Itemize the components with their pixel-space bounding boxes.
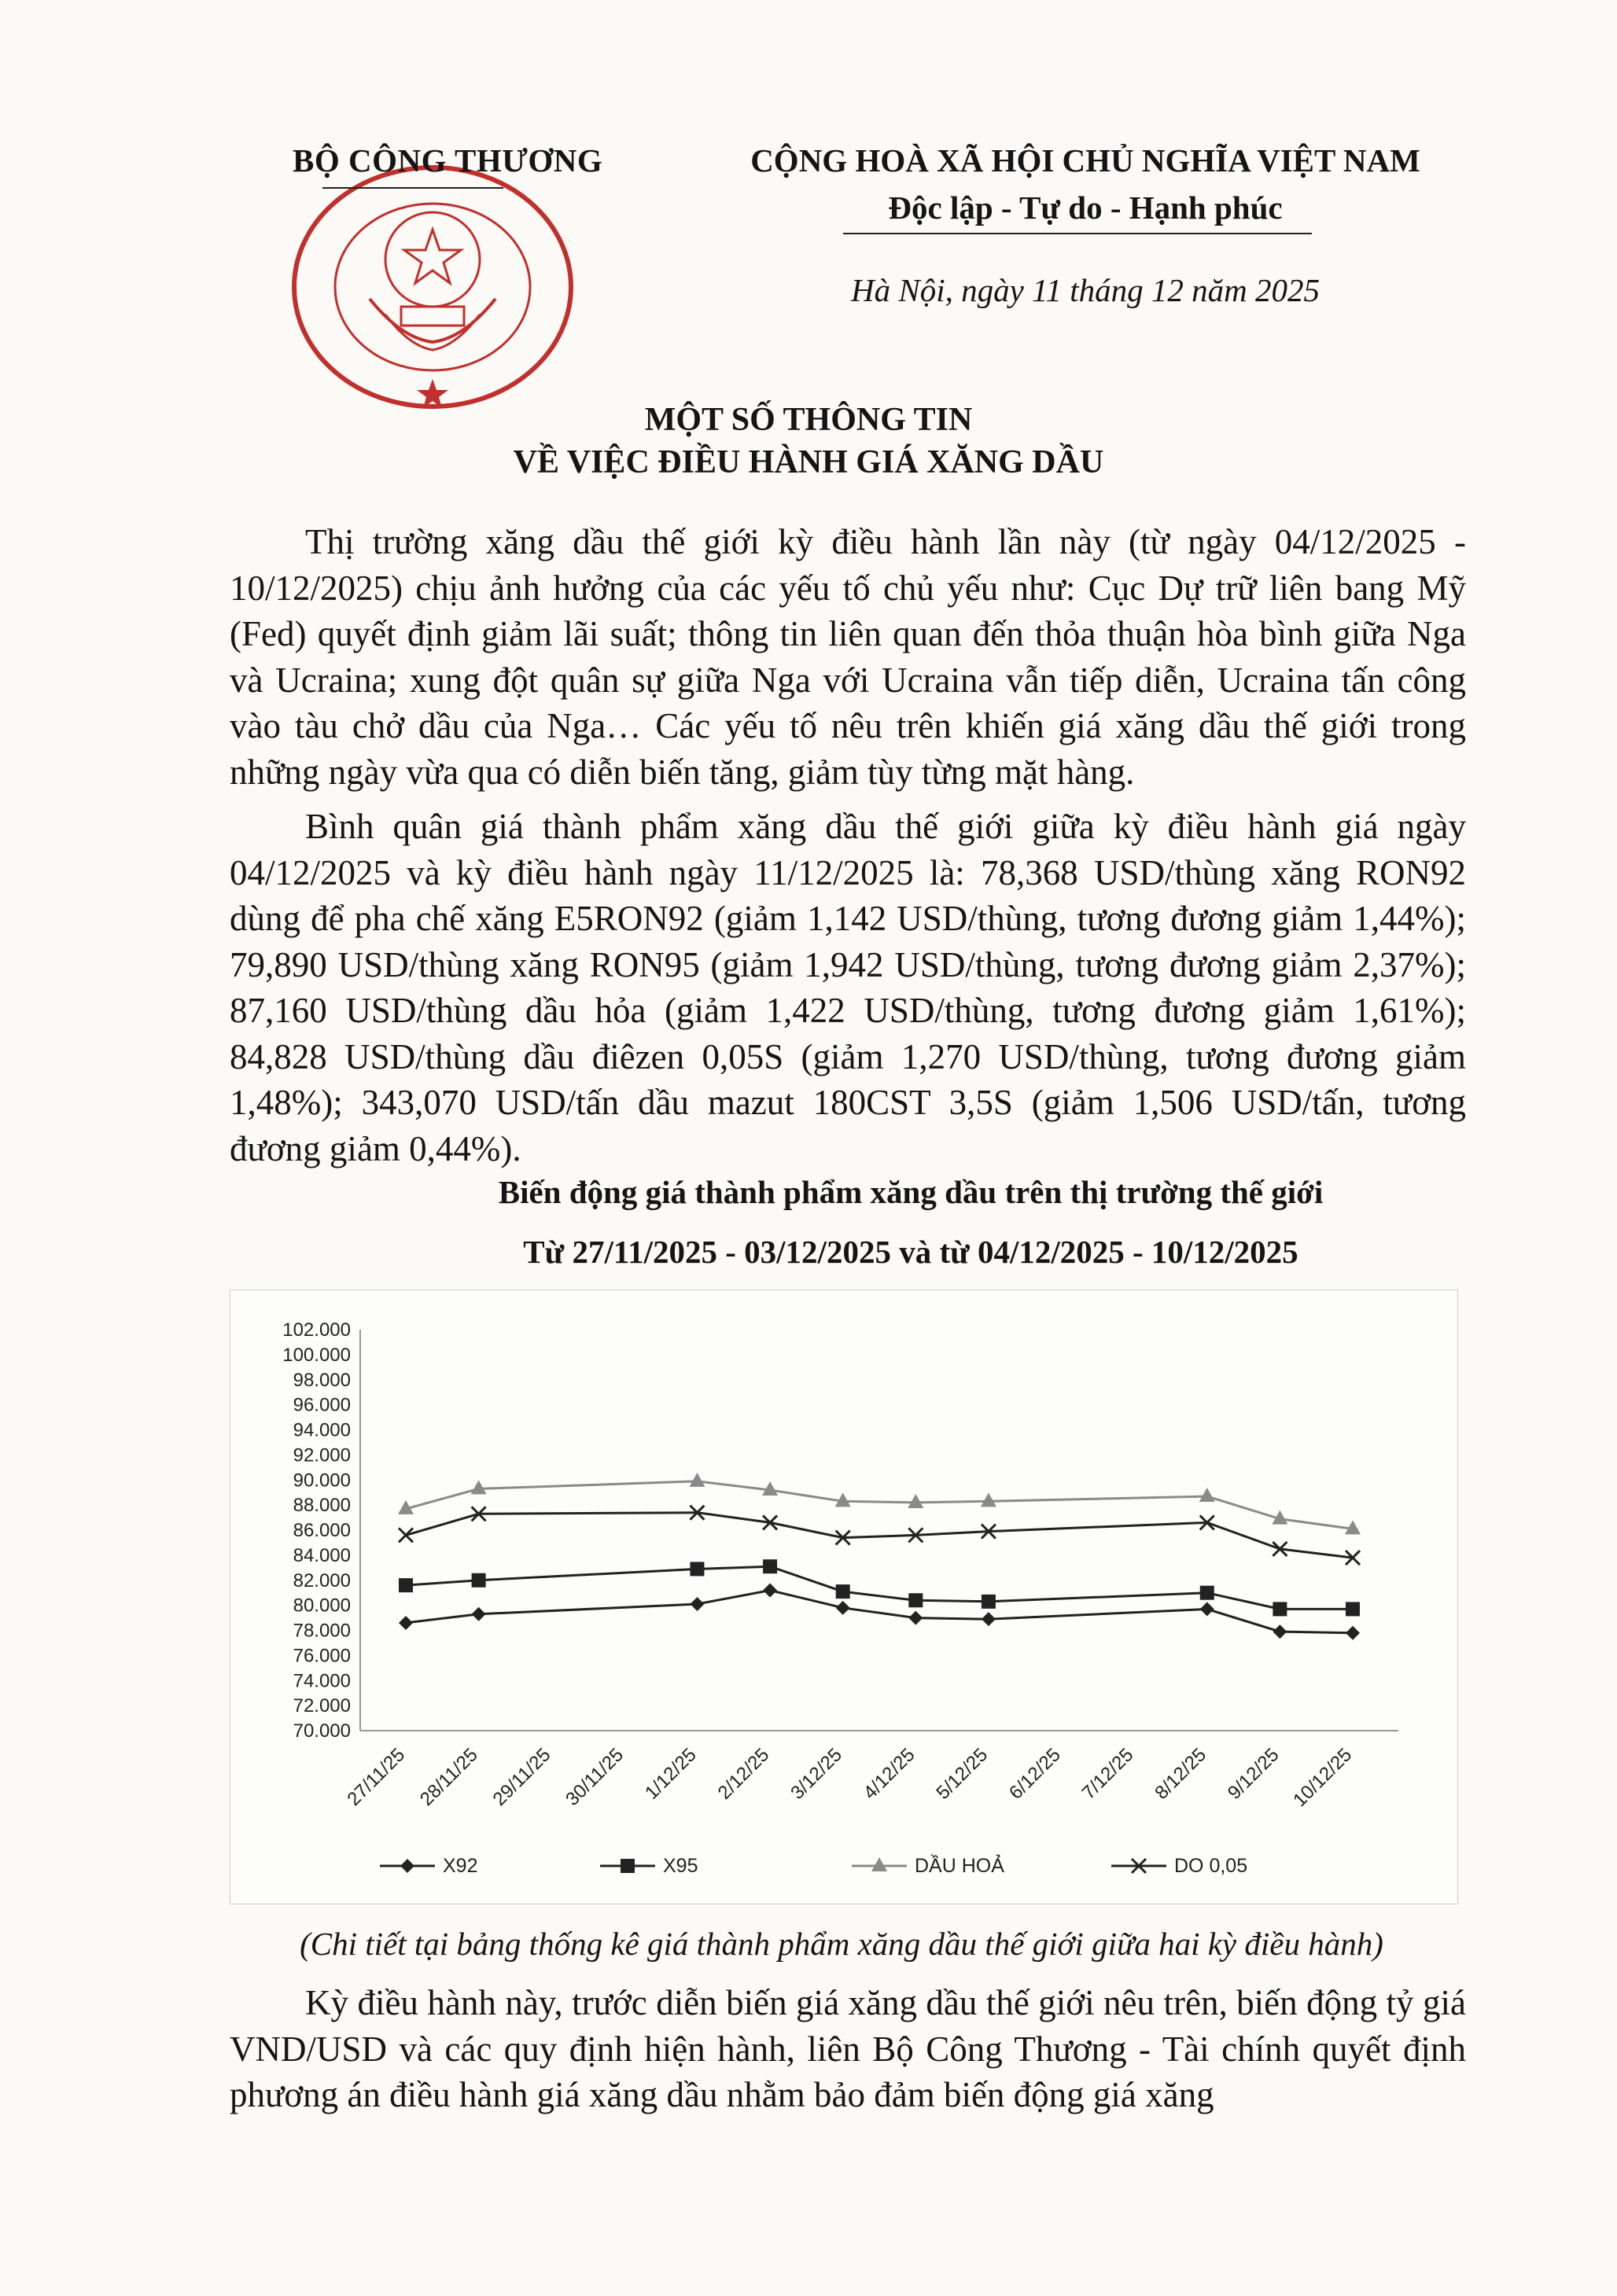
y-tick-label: 94.000 [293,1419,351,1441]
series-x95-point [1346,1602,1360,1616]
x-tick-label: 5/12/25 [932,1744,993,1804]
price-chart [230,1290,1458,1904]
series-d-u-ho--line [406,1481,1353,1529]
legend-do-0-05-label: DO 0,05 [1174,1855,1248,1877]
series-x92-point [763,1584,777,1598]
series-x92-point [399,1616,413,1630]
x-tick-label: 27/11/25 [343,1744,410,1811]
y-tick-label: 84.000 [293,1544,351,1566]
x-tick-label: 4/12/25 [859,1744,919,1804]
series-x95-point [1200,1586,1214,1600]
y-tick-label: 86.000 [293,1520,351,1541]
document-title-line2: VỀ VIỆC ĐIỀU HÀNH GIÁ XĂNG DẦU [513,444,1104,480]
series-x95-point [836,1584,850,1599]
paragraph-market-factors: Thị trường xăng dầu thế giới kỳ điều hành lần này (từ ngày 04/12/2025 - 10/12/2025) chịu ảnh hưởng của các yếu tố chủ yếu như: Cục Dự trữ liên bang Mỹ (Fed) quyết định giảm lãi suất; thông tin liên quan đến thỏa thuận hòa bình giữa Nga và Ucraina; xung đột quân sự giữa Nga với Ucraina vẫn tiếp diễn, Ucraina tấn công vào tàu chở dầu của Nga… Các yếu tố nêu trên khiến giá xăng dầu thế giới trong những ngày vừa qua có diễn biến tăng, giảm tùy từng mặt hàng. [230,522,1466,792]
x-tick-label: 1/12/25 [640,1744,701,1804]
series-d-u-ho--point [981,1492,996,1507]
y-tick-label: 80.000 [293,1595,351,1617]
series-d-u-ho--point [689,1473,705,1487]
chart-svg [230,1290,1457,1904]
x-tick-label: 30/11/25 [562,1744,628,1811]
series-x92-point [1346,1626,1360,1640]
ministry-underline [322,187,503,189]
series-x95-point [472,1573,486,1588]
series-x92-point [836,1601,850,1615]
x-tick-label: 8/12/25 [1151,1744,1211,1804]
paragraph-regulation: Kỳ điều hành này, trước diễn biến giá xăng dầu thế giới nêu trên, biến động tỷ giá VND/USD và các quy định hiện hành, liên Bộ Công Thương - Tài chính quyết định phương án điều hành giá xăng dầu nhằm bảo đảm biến động giá xăng [230,1983,1466,2114]
series-x95-point [399,1578,413,1592]
series-x92-point [908,1611,923,1625]
legend-d-u-ho--marker [871,1857,887,1871]
y-tick-label: 82.000 [293,1569,351,1591]
y-tick-label: 100.000 [282,1344,351,1366]
chart-heading-line2: Từ 27/11/2025 - 03/12/2025 và từ 04/12/2025 - 10/12/2025 [523,1234,1298,1270]
series-x95-point [690,1562,704,1576]
y-tick-label: 76.000 [293,1645,351,1667]
motto-underline [843,233,1312,234]
series-x95-point [908,1593,923,1607]
series-x95-point [1273,1602,1287,1616]
dateline: Hà Nội, ngày 11 tháng 12 năm 2025 [850,272,1320,308]
y-tick-label: 72.000 [293,1695,351,1717]
legend-x95-label: X95 [663,1855,698,1877]
y-tick-label: 92.000 [293,1444,351,1466]
ministry-name: BỘ CÔNG THƯƠNG [293,142,603,178]
x-tick-label: 10/12/25 [1289,1744,1357,1812]
series-x95-point [763,1559,777,1573]
x-tick-label: 6/12/25 [1005,1744,1065,1804]
y-tick-label: 102.000 [282,1319,351,1341]
series-d-u-ho--point [1199,1488,1215,1502]
x-tick-label: 9/12/25 [1223,1744,1284,1804]
series-d-u-ho--point [471,1480,487,1494]
legend-x92-label: X92 [443,1855,478,1877]
series-do-0-05-point [399,1528,413,1542]
document-title-line1: MỘT SỐ THÔNG TIN [644,402,973,438]
y-tick-label: 70.000 [293,1720,351,1742]
legend-x92-marker [400,1859,414,1873]
y-tick-label: 78.000 [293,1620,351,1642]
x-tick-label: 28/11/25 [415,1744,482,1811]
legend-x95-marker [621,1859,635,1873]
series-d-u-ho--point [908,1494,923,1508]
chart-caption: (Chi tiết tại bảng thống kê giá thành phẩm xăng dầu thế giới giữa hai kỳ điều hành) [300,1926,1383,1962]
y-tick-label: 88.000 [293,1495,351,1517]
x-tick-label: 3/12/25 [786,1744,846,1804]
chart-heading-line1: Biến động giá thành phẩm xăng dầu trên thị trường thế giới [498,1174,1324,1210]
ministry-seal [283,157,582,417]
national-motto: Độc lập - Tự do - Hạnh phúc [888,189,1283,226]
y-tick-label: 98.000 [293,1369,351,1391]
republic-name: CỘNG HOÀ XÃ HỘI CHỦ NGHĨA VIỆT NAM [750,142,1420,178]
series-x92-point [1273,1624,1287,1639]
legend-d-u-ho--label: DẦU HOẢ [915,1855,1004,1877]
series-x92-point [982,1612,996,1626]
series-x92-point [472,1607,486,1621]
series-x95-point [982,1595,996,1609]
x-tick-label: 2/12/25 [713,1744,774,1804]
x-tick-label: 7/12/25 [1077,1744,1138,1804]
y-tick-label: 90.000 [293,1470,351,1492]
series-x92-point [1200,1602,1214,1616]
y-tick-label: 96.000 [293,1394,351,1416]
x-tick-label: 29/11/25 [488,1744,555,1811]
y-tick-label: 74.000 [293,1670,351,1692]
series-x92-point [690,1597,704,1611]
paragraph-average-prices: Bình quân giá thành phẩm xăng dầu thế giới giữa kỳ điều hành giá ngày 04/12/2025 và kỳ điều hành ngày 11/12/2025 là: 78,368 USD/thùng xăng RON92 dùng để pha chế xăng E5RON92 (giảm 1,142 USD/thùng, tương đương giảm 1,44%); 79,890 USD/thùng xăng RON95 (giảm 1,942 USD/thùng, tương đương giảm 2,37%); 87,160 USD/thùng dầu hỏa (giảm 1,422 USD/thùng, tương đương giảm 1,61%); 84,828 USD/thùng dầu điêzen 0,05S (giảm 1,270 USD/thùng, tương đương giảm 1,48%); 343,070 USD/tấn dầu mazut 180CST 3,5S (giảm 1,506 USD/tấn, tương đương giảm 0,44%). [230,807,1466,1168]
